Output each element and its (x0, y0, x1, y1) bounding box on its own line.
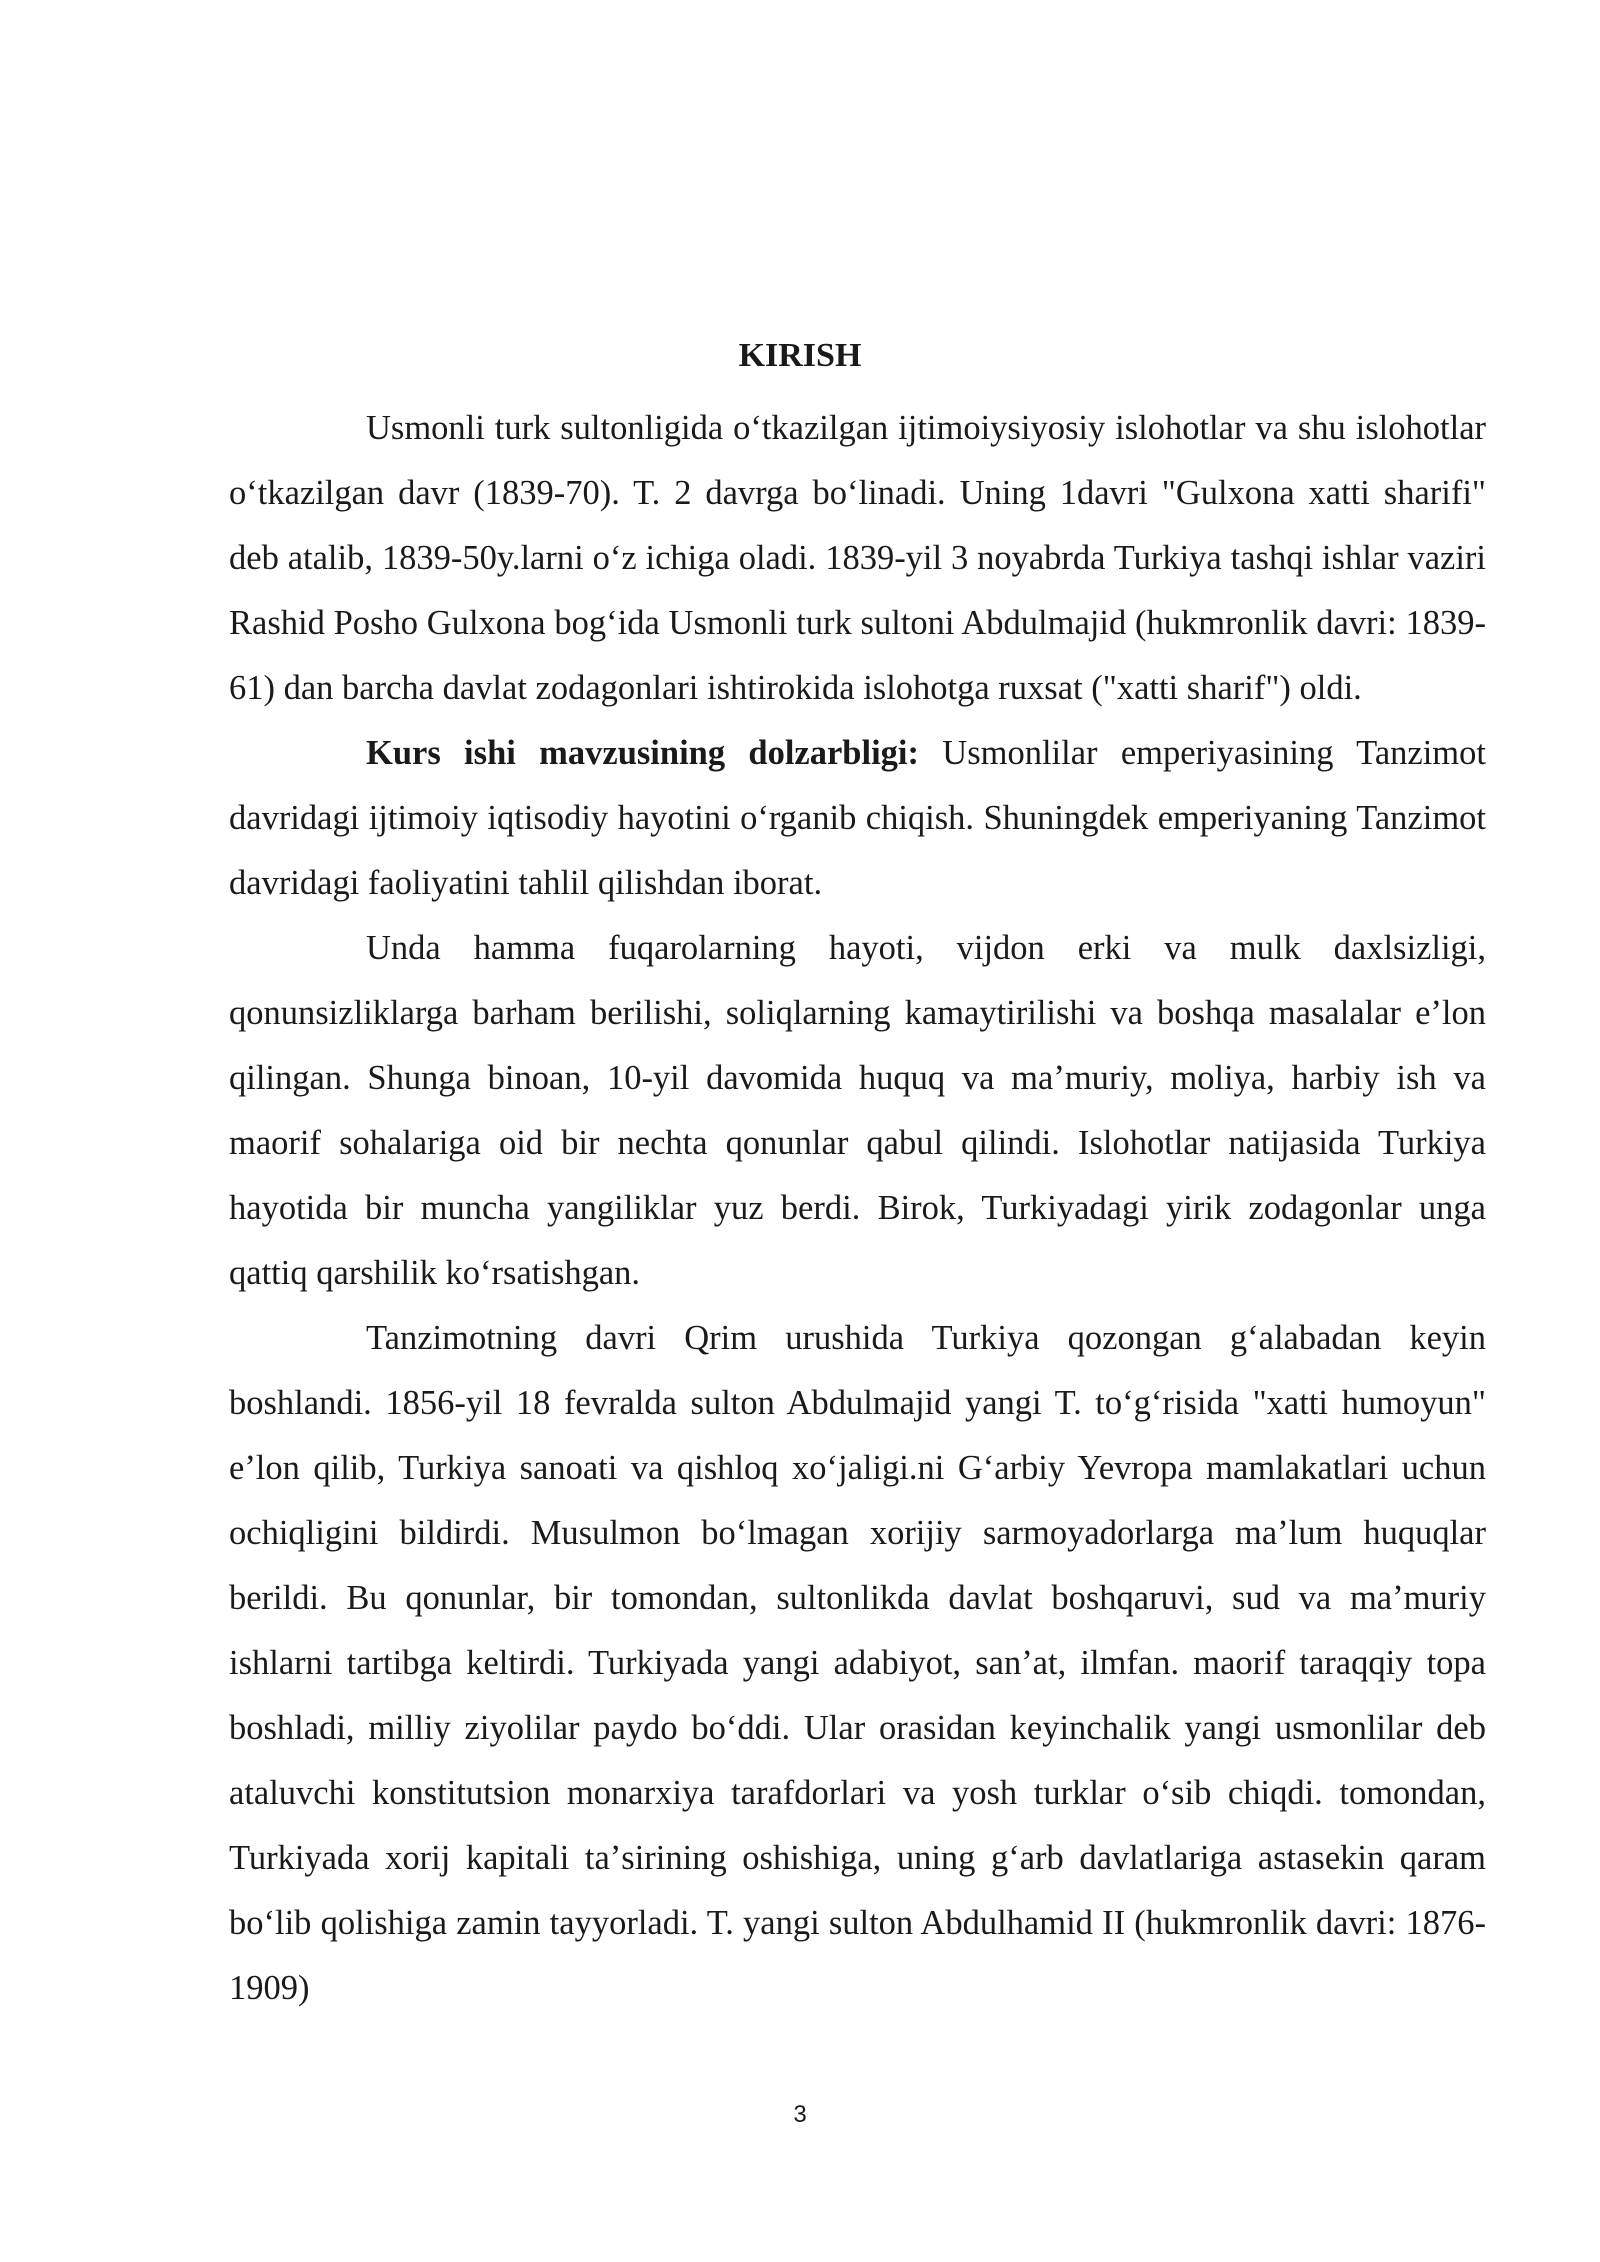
body-text (229, 396, 1486, 2021)
page-number: 3 (793, 2101, 807, 2128)
paragraph-text: Usmonli turk sultonligida oʻtkazilgan ijtimoiysiyosiy islohotlar va shu islohotlar oʻtkazilgan davr (1839-70). T. 2 davrga boʻlinadi. Uning 1davri "Gulxona xatti sharifi" deb atalib, 1839-50y.larni oʻz ichiga oladi. 1839-yil 3 noyabrda Turkiya tashqi ishlar vaziri Rashid Posho Gulxona bogʻida Usmonli turk sultoni Abdulmajid (hukmronlik davri: 1839-61) dan barcha davlat zodagonlari ishtirokida islohotga ruxsat ("xatti sharif") oldi. (229, 409, 1486, 707)
paragraph-intro (229, 396, 1486, 721)
paragraph-relevance (229, 721, 1486, 916)
paragraph-reforms (229, 916, 1486, 1306)
paragraph-text: Usmonlilar emperiyasining Tanzimot davridagi ijtimoiy iqtisodiy hayotini oʻrganib chiqish. Shuningdek emperiyaning Tanzimot davridagi faoliyatini tahlil qilishdan iborat. (229, 734, 1486, 902)
section-heading: KIRISH (738, 337, 862, 374)
paragraph-text: Tanzimotning davri Qrim urushida Turkiya qozongan gʻalabadan keyin boshlandi. 1856-yil 18 fevralda sulton Abdulmajid yangi T. toʻgʻrisida "xatti humoyun" eʼlon qilib, Turkiya sanoati va qishloq xoʻjaligi.ni Gʻarbiy Yevropa mamlakatlari uchun ochiqligini bildirdi. Musulmon boʻlmagan xorijiy sarmoyadorlarga maʼlum huquqlar berildi. Bu qonunlar, bir tomondan, sultonlikda davlat boshqaruvi, sud va maʼmuriy ishlarni tartibga keltirdi. Turkiyada yangi adabiyot, sanʼat, ilmfan. maorif taraqqiy topa boshladi, milliy ziyolilar paydo boʻddi. Ular orasidan keyinchalik yangi usmonlilar deb ataluvchi konstitutsion monarxiya tarafdorlari va yosh turklar oʻsib chiqdi. tomondan, Turkiyada xorij kapitali taʼsirining oshishiga, uning gʻarb davlatlariga astasekin qaram boʻlib qolishiga zamin tayyorladi. T. yangi sulton Abdulhamid II (hukmronlik davri: 1876-1909) (229, 1319, 1486, 2007)
paragraph-text: Unda hamma fuqarolarning hayoti, vijdon erki va mulk daxlsizligi, qonunsizliklarga barham berilishi, soliqlarning kamaytirilishi va boshqa masalalar eʼlon qilingan. Shunga binoan, 10-yil davomida huquq va maʼmuriy, moliya, harbiy ish va maorif sohalariga oid bir nechta qonunlar qabul qilindi. Islohotlar natijasida Turkiya hayotida bir muncha yangiliklar yuz berdi. Birok, Turkiyadagi yirik zodagonlar unga qattiq qarshilik koʻrsatishgan. (229, 929, 1486, 1292)
paragraph-tanzimat (229, 1306, 1486, 2021)
paragraph-lead-bold: Kurs ishi mavzusining dolzarbligi: (366, 734, 919, 772)
